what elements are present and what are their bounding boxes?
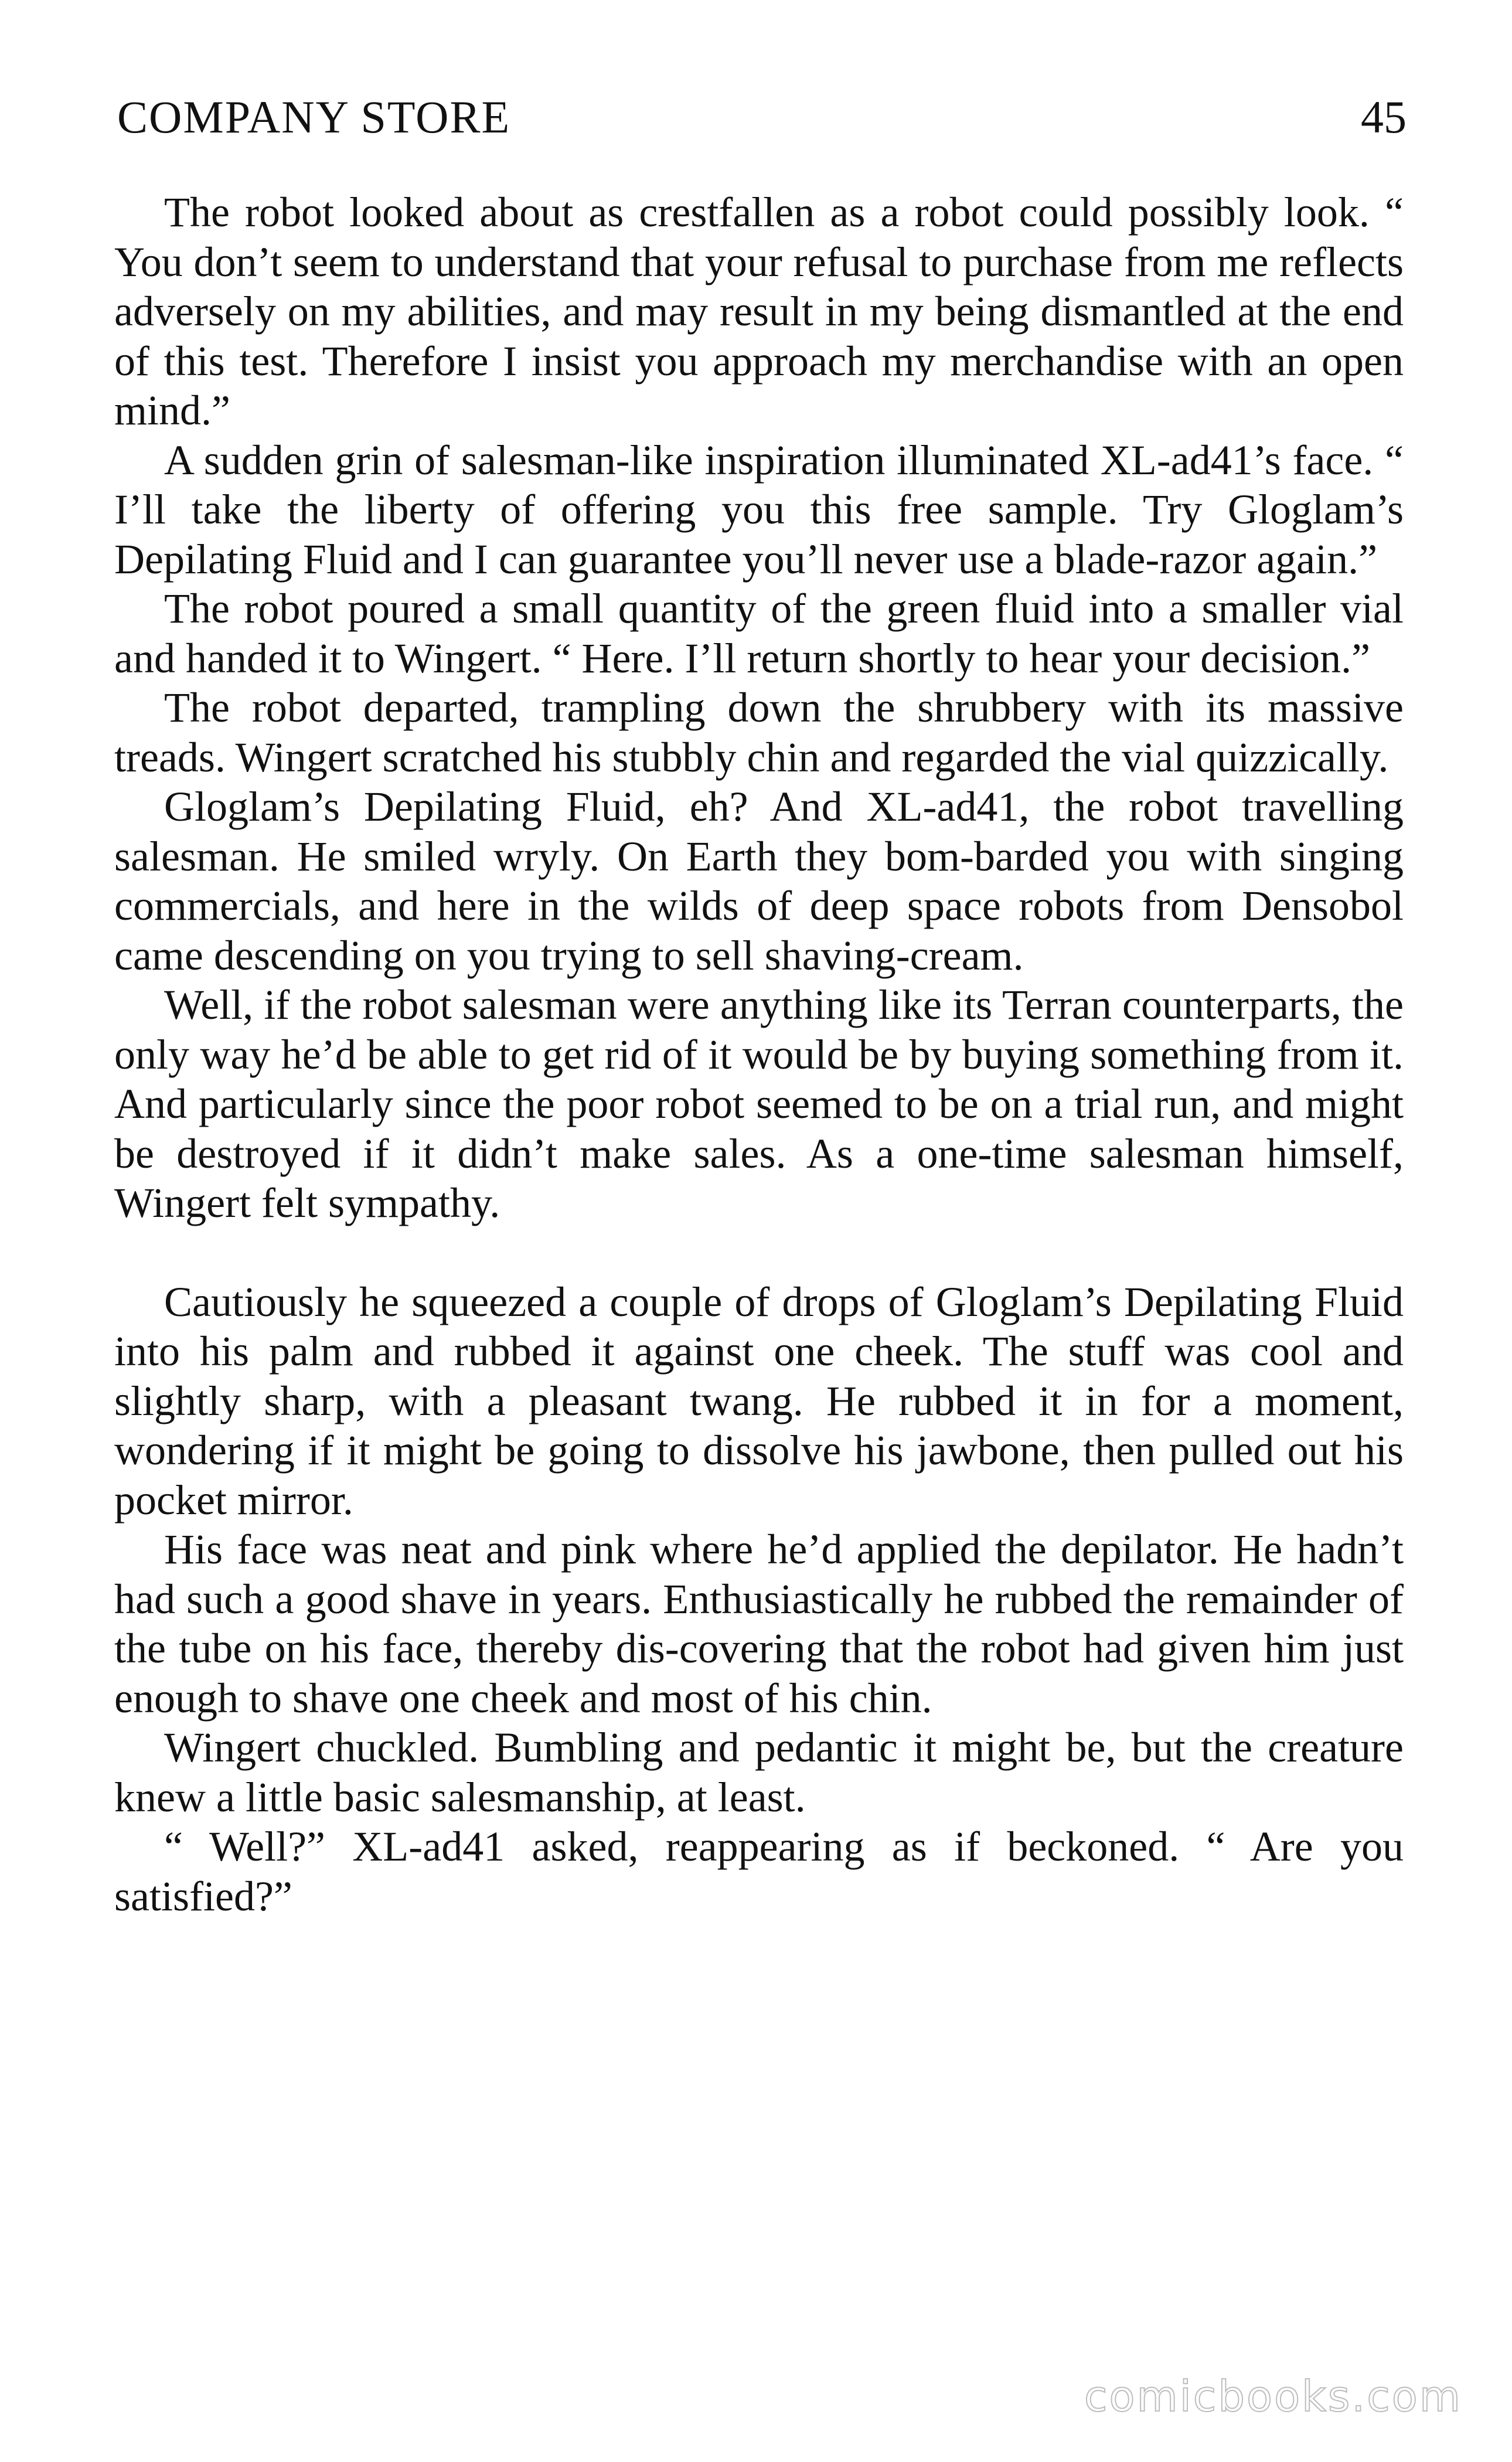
paragraph: Cautiously he squeezed a couple of drops of Gloglam’s Depilating Fluid into his palm and rubbed it against one cheek. The stuff was cool and slightly sharp, with a pleasant twang. He rubbed it in for a moment, wondering if it might be going to dissolve his jawbone, then pulled out his pocket mirror. (114, 1278, 1404, 1524)
paragraph: The robot departed, trampling down the shrubbery with its massive treads. Wingert scratched his stubbly chin and regarded the vial quizzically. (114, 684, 1404, 781)
paragraph: The robot looked about as crestfallen as a robot could possibly look. “ You don’t seem to understand that your refusal to purchase from me reflects adversely on my abilities, and may result in my being dismantled at the end of this test. Therefore I insist you approach my merchandise with an open mind.” (114, 189, 1404, 434)
paragraph: “ Well?” XL-ad41 asked, reappearing as if beckoned. “ Are you satisfied?” (114, 1823, 1404, 1920)
paragraph: Wingert chuckled. Bumbling and pedantic it might be, but the creature knew a little basic salesmanship, at least. (114, 1724, 1404, 1821)
paragraph: Gloglam’s Depilating Fluid, eh? And XL-ad41, the robot travelling salesman. He smiled wryly. On Earth they bom-barded you with singing commercials, and here in the wilds of deep space robots from Densobol came descending on you trying to sell shaving-cream. (114, 783, 1404, 979)
body-text (114, 188, 1404, 1921)
paragraph: His face was neat and pink where he’d applied the depilator. He hadn’t had such a good shave in years. Enthusiastically he rubbed the remainder of the tube on his face, thereby dis-covering that the robot had given him just enough to shave one cheek and most of his chin. (114, 1526, 1404, 1722)
paragraph: Well, if the robot salesman were anything like its Terran counterparts, the only way he’d be able to get rid of it would be by buying something from it. And particularly since the poor robot seemed to be on a trial run, and might be destroyed if it didn’t make sales. As a one-time salesman himself, Wingert felt sympathy. (114, 981, 1404, 1226)
watermark: comicbooks.com (1084, 2372, 1462, 2421)
page-number: 45 (1361, 91, 1407, 142)
running-title: COMPANY STORE (117, 91, 511, 142)
paragraph: The robot poured a small quantity of the green fluid into a smaller vial and handed it to Wingert. “ Here. I’ll return shortly to hear your decision.” (114, 585, 1404, 682)
running-head (117, 88, 1407, 147)
paragraph: A sudden grin of salesman-like inspiration illuminated XL-ad41’s face. “ I’ll take the liberty of offering you this free sample. Try Gloglam’s Depilating Fluid and I can guarantee you’ll never use a blade-razor again.” (114, 436, 1404, 583)
